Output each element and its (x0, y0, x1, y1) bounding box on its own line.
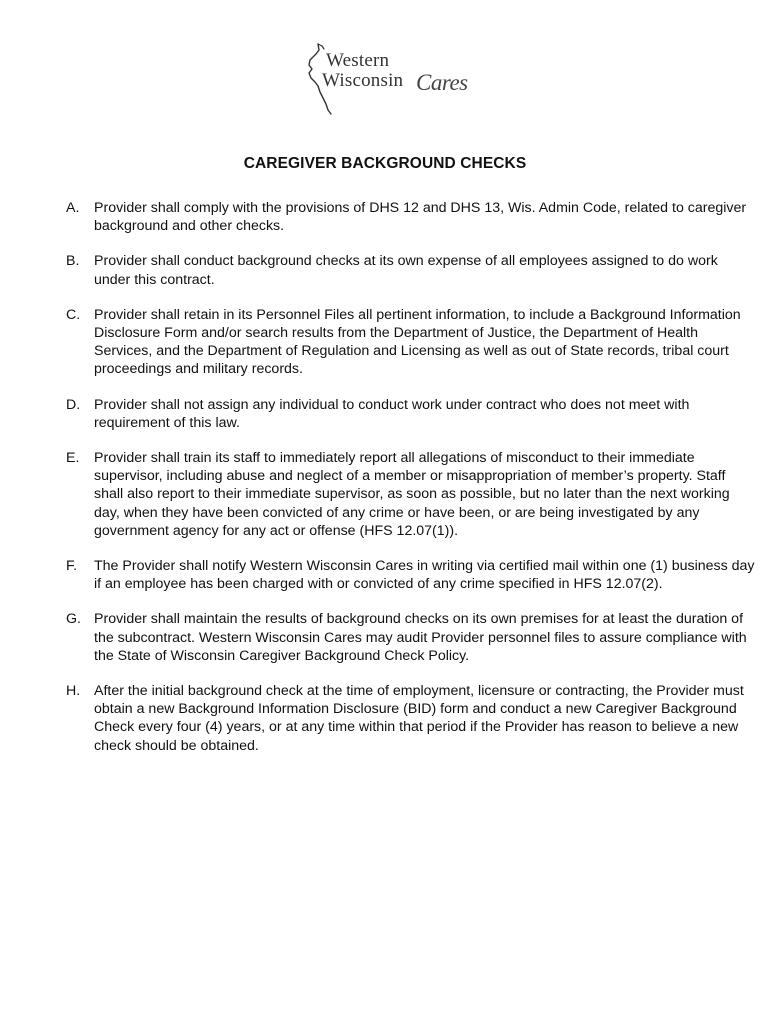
item-text: Provider shall retain in its Personnel Files all pertinent information, to include a Background Information Disclosure Form and/or search results from the Department of Justice, the Department of Health Services, and the Department of Regulation and Licensing as well as out of State records, tribal court proceedings and military records. (94, 306, 741, 378)
item-text: Provider shall not assign any individual to conduct work under contract who does not meet with requirement of this law. (94, 396, 690, 431)
list-item (66, 610, 756, 665)
list-item (66, 306, 756, 379)
logo (300, 40, 475, 118)
logo-text-wisconsin: Wisconsin (322, 70, 404, 91)
list-item (66, 682, 756, 755)
item-letter: D. (66, 396, 81, 413)
item-letter: F. (66, 558, 78, 575)
list-item (66, 557, 756, 593)
list-item (66, 252, 756, 288)
item-letter: B. (66, 253, 80, 270)
logo-text-cares: Cares (416, 70, 468, 95)
item-letter: A. (66, 200, 80, 216)
item-letter: G. (66, 611, 81, 628)
item-text: The Provider shall notify Western Wisconsin Cares in writing via certified mail within one (1) business day if an employee has been charged with or convicted of any crime specified in HFS 12.07(2). (94, 558, 755, 593)
item-letter: E. (66, 450, 80, 467)
item-text: Provider shall comply with the provisions of DHS 12 and DHS 13, Wis. Admin Code, related to caregiver background and other checks. (94, 200, 747, 235)
requirements-list (66, 199, 756, 772)
item-text: After the initial background check at the time of employment, licensure or contracting, the Provider must obtain a new Background Information Disclosure (BID) form and conduct a new Caregiver Background Check every four (4) years, or at any time within that period if the Provider has reason to believe a new check should be obtained. (94, 683, 744, 754)
list-item (66, 449, 756, 540)
item-letter: H. (66, 683, 81, 700)
page-title: CAREGIVER BACKGROUND CHECKS (243, 155, 527, 172)
item-text: Provider shall conduct background checks at its own expense of all employees assigned to do work under this contract. (94, 253, 718, 288)
item-text: Provider shall train its staff to immediately report all allegations of misconduct to their immediate supervisor, including abuse and neglect of a member or misappropriation of member’s property. Staff shall also report to their immediate supervisor, as soon as possible, but no later than the next working day, when they have been convicted of any crime or have been, or are being investigated by any government agency for any act or offense (HFS 12.07(1)). (94, 450, 730, 539)
logo-text-western: Western (326, 50, 390, 71)
list-item (66, 199, 756, 235)
list-item (66, 396, 756, 432)
item-text: Provider shall maintain the results of background checks on its own premises for at least the duration of the subcontract. Western Wisconsin Cares may audit Provider personnel files to assure compliance with the State of Wisconsin Caregiver Background Check Policy. (94, 611, 747, 664)
item-letter: C. (66, 306, 81, 323)
